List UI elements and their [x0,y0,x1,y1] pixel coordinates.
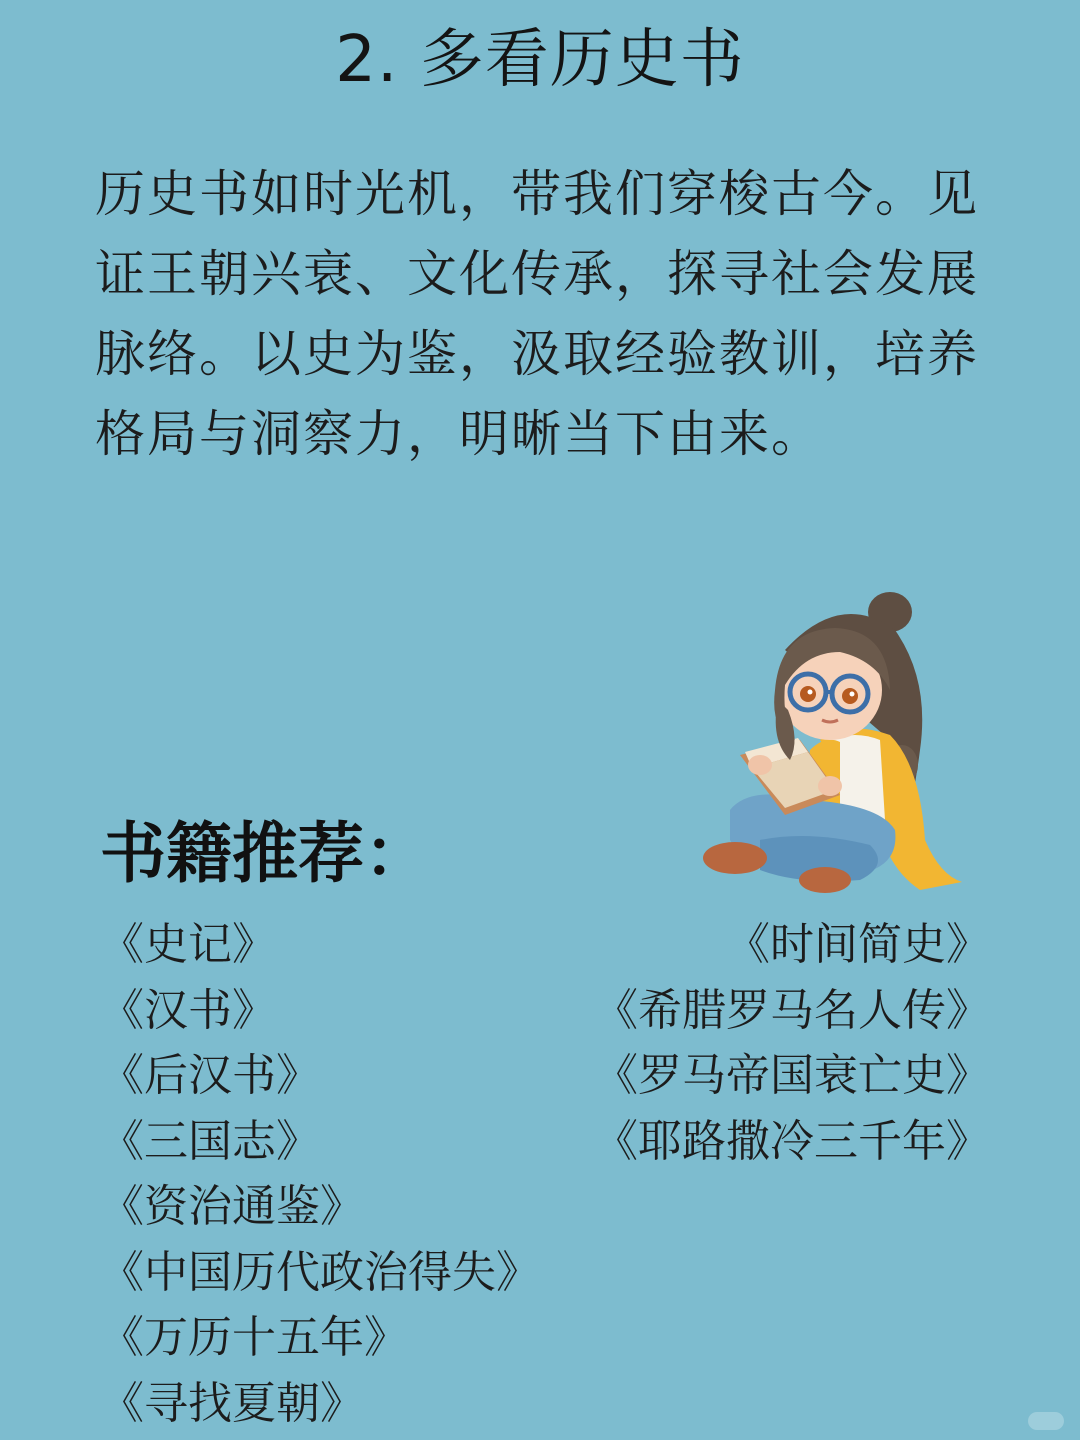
list-item: 《三国志》 [100,1115,320,1167]
book-list-left [100,912,540,1436]
watermark-badge [1028,1412,1064,1430]
list-item: 《罗马帝国衰亡史》 [594,1050,990,1101]
book-list-right [594,912,990,1174]
list-item: 《时间简史》 [726,919,990,970]
list-item: 《耶路撒冷三千年》 [594,1115,990,1167]
book-recommendations-title: 书籍推荐： [100,815,430,892]
list-item: 《汉书》 [100,984,276,1036]
page-title: 2. 多看历史书 [335,23,745,97]
list-item: 《史记》 [100,919,276,970]
list-item: 《资治通鉴》 [100,1181,364,1232]
list-item: 《寻找夏朝》 [100,1377,364,1429]
intro-paragraph: 历史书如时光机，带我们穿梭古今。见证王朝兴衰、文化传承，探寻社会发展脉络。以史为鉴，汲取经验教训，培养格局与洞察力，明晰当下由来。 [95,165,979,463]
girl-reading-book-illustration [690,590,980,910]
list-item: 《万历十五年》 [100,1312,408,1363]
list-item: 《中国历代政治得失》 [100,1246,540,1298]
list-item: 《希腊罗马名人传》 [594,984,990,1036]
list-item: 《后汉书》 [100,1050,320,1101]
